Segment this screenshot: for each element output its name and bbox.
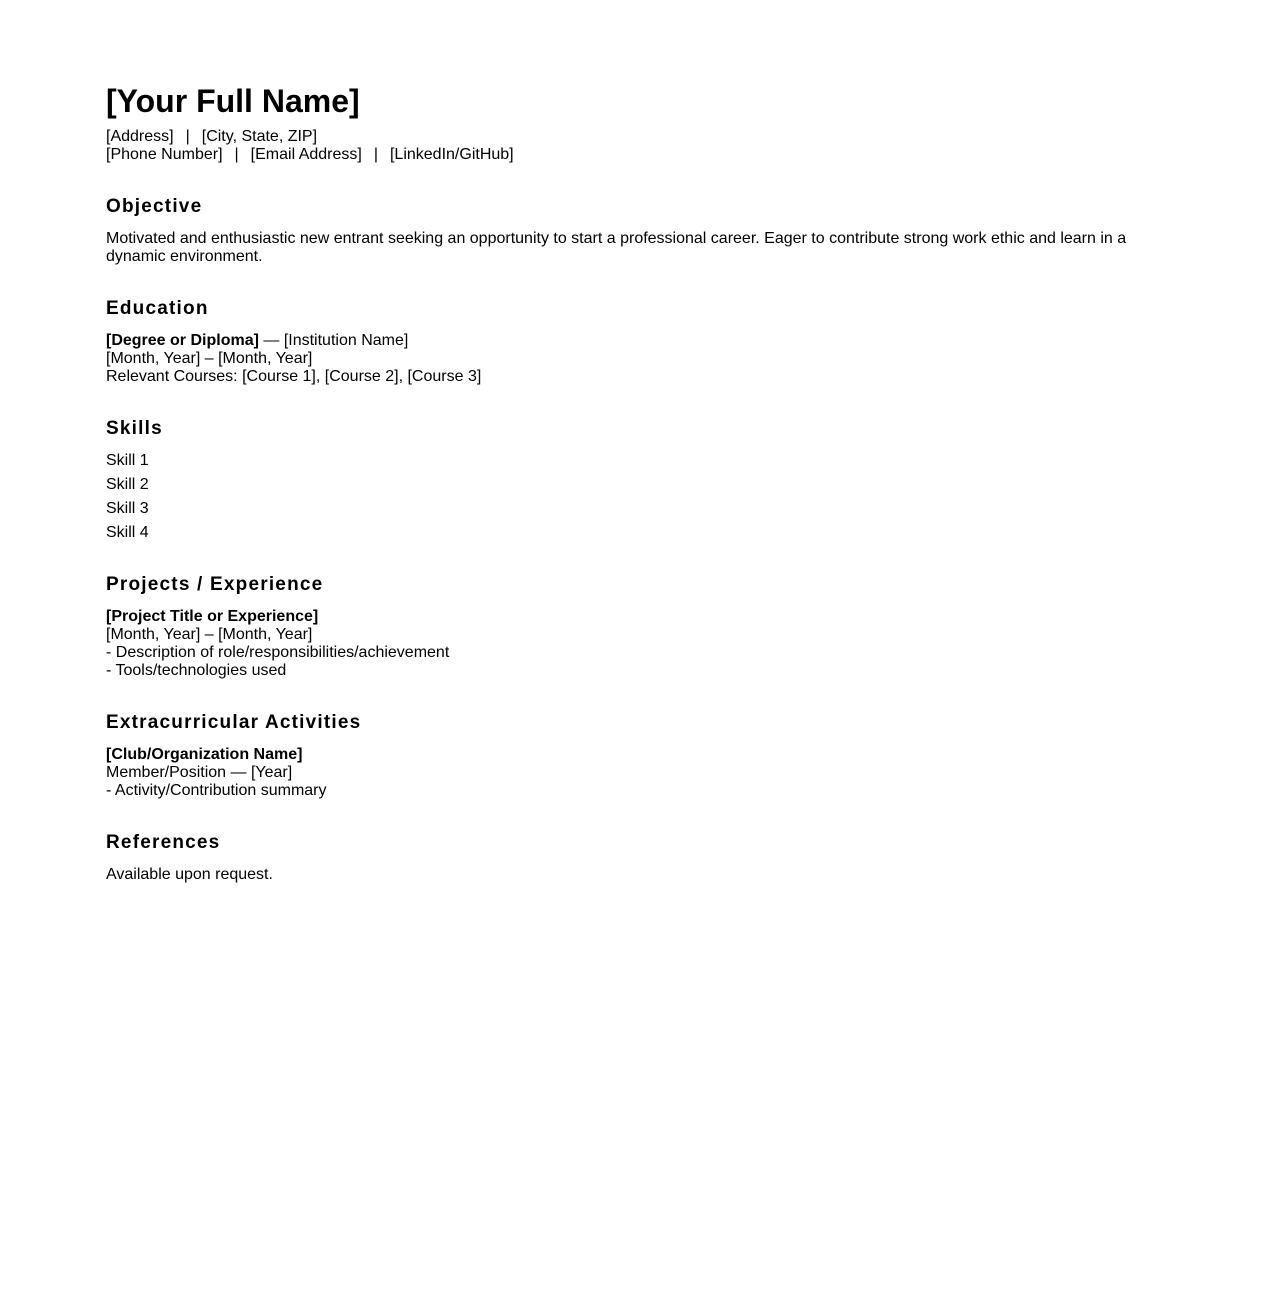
separator: | [373,146,378,163]
objective-text: Motivated and enthusiastic new entrant seeking an opportunity to start a professional career. Eager to contribute strong work ethic and learn in a dynamic environment. [106,230,1127,265]
degree: [Degree or Diploma] [106,332,259,349]
references-section [106,831,1156,884]
address: [Address] [106,128,174,145]
phone: [Phone Number] [106,146,223,163]
skill-item: Skill 3 [106,500,149,517]
education-section [106,297,1156,386]
club-name: [Club/Organization Name] [106,746,303,763]
references-text: Available upon request. [106,866,273,883]
skills-section [106,417,1156,545]
skills-list [106,449,1156,545]
linkedin-github: [LinkedIn/GitHub] [389,146,514,163]
project-dates: [Month, Year] – [Month, Year] [106,626,313,643]
relevant-courses: Relevant Courses: [Course 1], [Course 2], [Course 3] [106,368,482,385]
project-title: [Project Title or Experience] [106,608,319,625]
extracurricular-section [106,711,1156,800]
separator: | [185,128,190,145]
skill-item: Skill 4 [106,524,149,541]
section-heading: Projects / Experience [106,574,324,595]
email: [Email Address] [250,146,362,163]
separator: | [234,146,239,163]
section-heading: Extracurricular Activities [106,712,362,733]
contact-info [106,128,1156,164]
club-summary: - Activity/Contribution summary [106,782,327,799]
project-bullet: - Description of role/responsibilities/achievement [106,644,450,661]
skill-item: Skill 2 [106,476,149,493]
resume [106,83,1156,884]
education-dates: [Month, Year] – [Month, Year] [106,350,313,367]
club-role: Member/Position — [Year] [106,764,293,781]
institution: — [Institution Name] [258,332,409,349]
objective-section [106,195,1156,266]
full-name: [Your Full Name] [106,83,360,119]
skill-item: Skill 1 [106,452,149,469]
section-heading: Skills [106,418,163,439]
section-heading: References [106,832,221,853]
section-heading: Objective [106,196,203,217]
degree-line [106,332,1156,350]
projects-section [106,573,1156,680]
project-bullet: - Tools/technologies used [106,662,287,679]
city-state-zip: [City, State, ZIP] [201,128,318,145]
contact-line-1 [106,128,1156,146]
contact-line-2 [106,146,1156,164]
section-heading: Education [106,298,209,319]
